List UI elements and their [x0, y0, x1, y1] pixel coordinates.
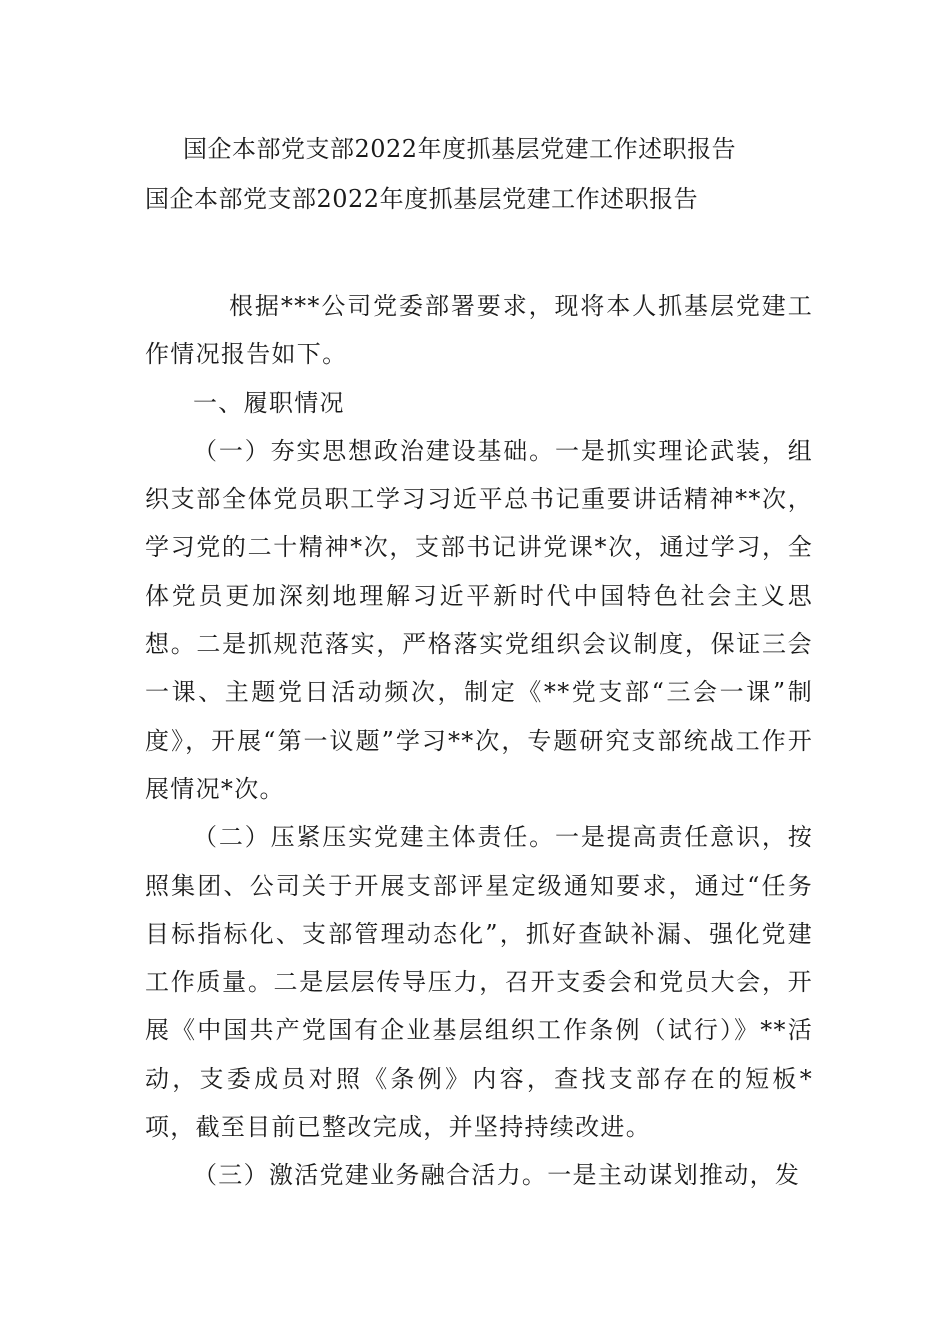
intro-paragraph: 根据***公司党委部署要求，现将本人抓基层党建工作情况报告如下。 [145, 292, 813, 369]
document-title-repeat: 国企本部党支部2022年度抓基层党建工作述职报告 [145, 185, 699, 213]
body-paragraph-1: （一）夯实思想政治建设基础。一是抓实理论武装，组织支部全体党员职工学习习近平总书记重要讲话精神**次，学习党的二十精神*次，支部书记讲党课*次，通过学习，全体党员更加深刻地理解习近平新时代中国特色社会主义思想。二是抓规范落实，严格落实党组织会议制度，保证三会一课、主题党日活动频次，制定《**党支部“三会一课”制度》，开展“第一议题”学习**次，专题研究支部统战工作开展情况*次。 [145, 436, 813, 803]
body-paragraph-2: （二）压紧压实党建主体责任。一是提高责任意识，按照集团、公司关于开展支部评星定级通知要求，通过“任务目标指标化、支部管理动态化”，抓好查缺补漏、强化党建工作质量。二是层层传导压力，召开支委会和党员大会，开展《中国共产党国有企业基层组织工作条例（试行）》**活动，支委成员对照《条例》内容，查找支部存在的短板*项，截至目前已整改完成，并坚持持续改进。 [145, 823, 813, 1142]
document-body [145, 282, 813, 1200]
section-heading: 一、履职情况 [193, 388, 345, 417]
body-paragraph-3: （三）激活党建业务融合活力。一是主动谋划推动，发 [193, 1161, 801, 1190]
document-title: 国企本部党支部2022年度抓基层党建工作述职报告 [183, 135, 737, 163]
